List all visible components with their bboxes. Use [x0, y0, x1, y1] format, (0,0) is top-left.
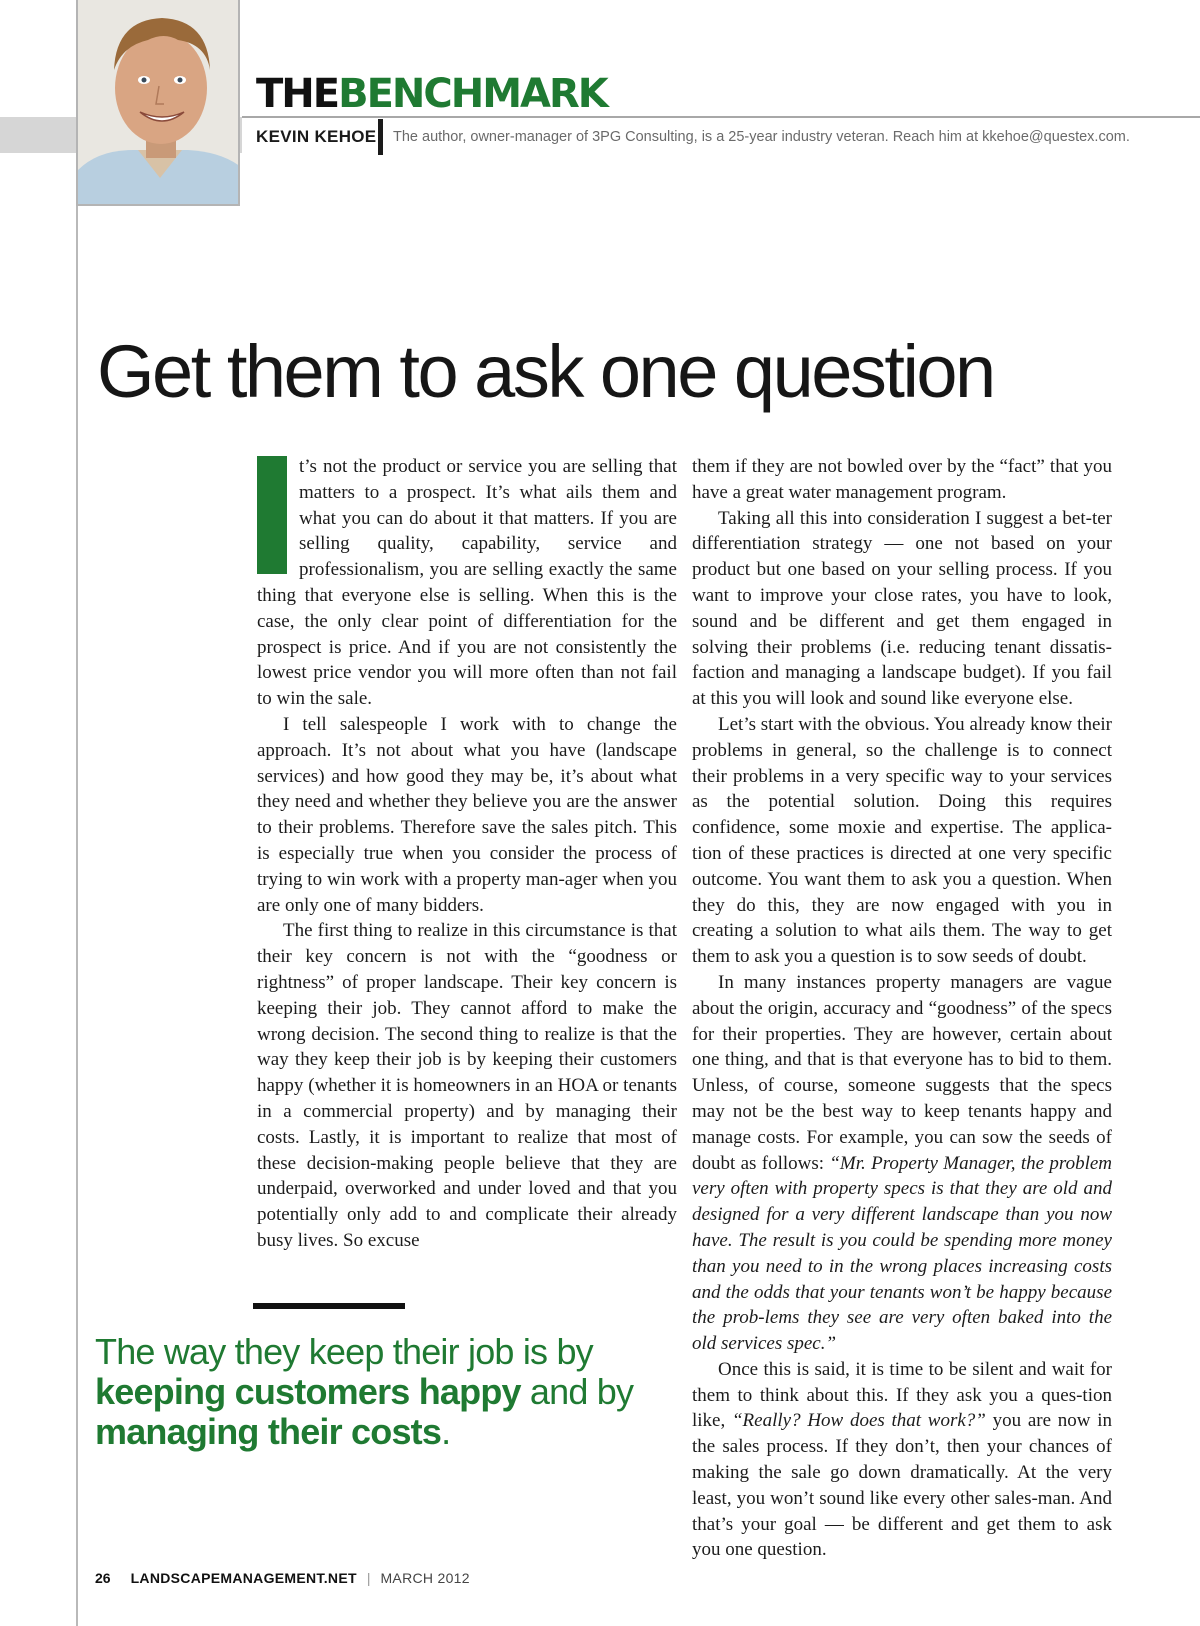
- page-footer: [95, 1570, 470, 1586]
- author-byline: [256, 120, 1130, 154]
- article-paragraph: Taking all this into consideration I suggest a bet-ter differentiation strategy — one not based on your product but one based on your selling process. If you want to improve your close rates, you have to look, sound and be different and get them engaged in solving their problems (i.e. reducing tenant dissatis-faction and managing a landscape budget). If you fail at this you will look and sound like everyone else.: [692, 507, 1112, 710]
- article-headline: Get them to ask one question: [97, 330, 994, 413]
- author-portrait-icon: [78, 0, 240, 206]
- article-paragraph: The first thing to realize in this circumstance is that their key concern is not with the “goodness or rightness” of proper landscape. Their key concern is keeping their job. They cannot afford to make the wrong decision. The second thing to realize is that the way they keep their job is by keeping their customers happy (whether it is homeowners in an HOA or tenants in a commercial property) and by managing their costs. Lastly, it is important to realize that most of these decision-making people believe that they are underpaid, overworked and under loved and that you potentially only add to and complicate their already busy lives. So excuse: [257, 920, 677, 1251]
- paragraph-text: Once this is said, it is time to be silent and wait for them to think about this. If they ask you a ques-tion like,: [692, 1358, 1112, 1432]
- author-name: KEVIN KEHOE: [256, 127, 377, 146]
- pull-quote-emphasis: keeping customers happy: [95, 1371, 521, 1412]
- pull-quote-text: The way they keep their job is by: [95, 1331, 593, 1372]
- article-paragraph: [692, 1357, 1112, 1563]
- article-paragraph: them if they are not bowled over by the “fact” that you have a great water management program.: [692, 456, 1112, 503]
- drop-cap: [257, 456, 287, 574]
- pull-quote-emphasis: managing their costs: [95, 1411, 442, 1452]
- paragraph-text: In many instances property managers are vague about the origin, accuracy and “goodness” of the specs for their properties. They are however, certain about one thing, and that is that everyone has to bid to them. Unless, of course, someone suggests that the specs may not be the best way to keep tenants happy and manage costs. For example, you can sow the seeds of doubt as follows:: [692, 971, 1112, 1174]
- footer-separator: |: [366, 1570, 371, 1586]
- article-column-1: [257, 454, 677, 1254]
- paragraph-text: you are now in the sales process. If they don’t, then your chances of making the sale go down dramatically. At the very least, you won’t sound like every other sales-man. And that’s your goal — be different and get them to ask you one question.: [692, 1410, 1112, 1561]
- article-paragraph: Let’s start with the obvious. You already know their problems in general, so the challenge is to connect their problems in a very specific way to your services as the potential solution. Doing this requires confidence, some moxie and expertise. The applica-tion of these practices is directed at one very specific outcome. You want them to ask you a question. When they do this, they are now engaged with you in creating a solution to what ails them. The way to get them to ask you a question is to sow seeds of doubt.: [692, 713, 1112, 968]
- column-title-benchmark: BENCHMARK: [338, 71, 607, 117]
- quoted-text: “Mr. Property Manager, the problem very often with property specs is that they are old and designed for a very different landscape than you now have. The result is you could be spending more money than you need to in the wrong places increasing costs and the odds that your tenants won’t be happy because the prob-lems they see are very often baked into the old services spec.”: [692, 1152, 1113, 1355]
- article-paragraph: [692, 970, 1112, 1357]
- article-paragraph: [257, 454, 677, 712]
- quoted-text: “Really? How does that work?”: [731, 1410, 986, 1432]
- column-title-the: THE: [256, 71, 339, 117]
- page-number: 26: [95, 1570, 111, 1586]
- author-bio: The author, owner-manager of 3PG Consulting, is a 25-year industry veteran. Reach him at kkehoe@questex.com.: [393, 129, 1130, 145]
- pull-quote-rule: [253, 1303, 405, 1309]
- paragraph-text: t’s not the product or service you are selling that matters to a prospect. It’s what ails them and what you can do about it that matters. If you are selling quality, capability, service and professionalism, you are selling exactly the same thing that everyone else is selling. When this is the case, the only clear point of differentiation for the prospect is price. And if you are not consistently the lowest price vendor you will more often than not fail to win the sale.: [257, 456, 677, 710]
- pull-quote: [95, 1332, 655, 1452]
- article-paragraph: I tell salespeople I work with to change the approach. It’s not about what you have (landscape services) and how good they may be, it’s about what they need and whether they believe you are the answer to their problems. Therefore save the sales pitch. This is especially true when you consider the process of trying to win work with a property man-ager when you are only one of many bidders.: [257, 713, 677, 916]
- page-margin-rule: [76, 0, 78, 1626]
- article-column-2: [692, 454, 1112, 1563]
- author-photo: [76, 0, 240, 206]
- pull-quote-text: and by: [520, 1371, 634, 1412]
- footer-date: MARCH 2012: [380, 1570, 470, 1586]
- pull-quote-text: .: [441, 1411, 451, 1452]
- footer-site: LANDSCAPEMANAGEMENT.NET: [130, 1570, 357, 1586]
- column-title: [256, 70, 607, 118]
- byline-divider: [378, 119, 383, 155]
